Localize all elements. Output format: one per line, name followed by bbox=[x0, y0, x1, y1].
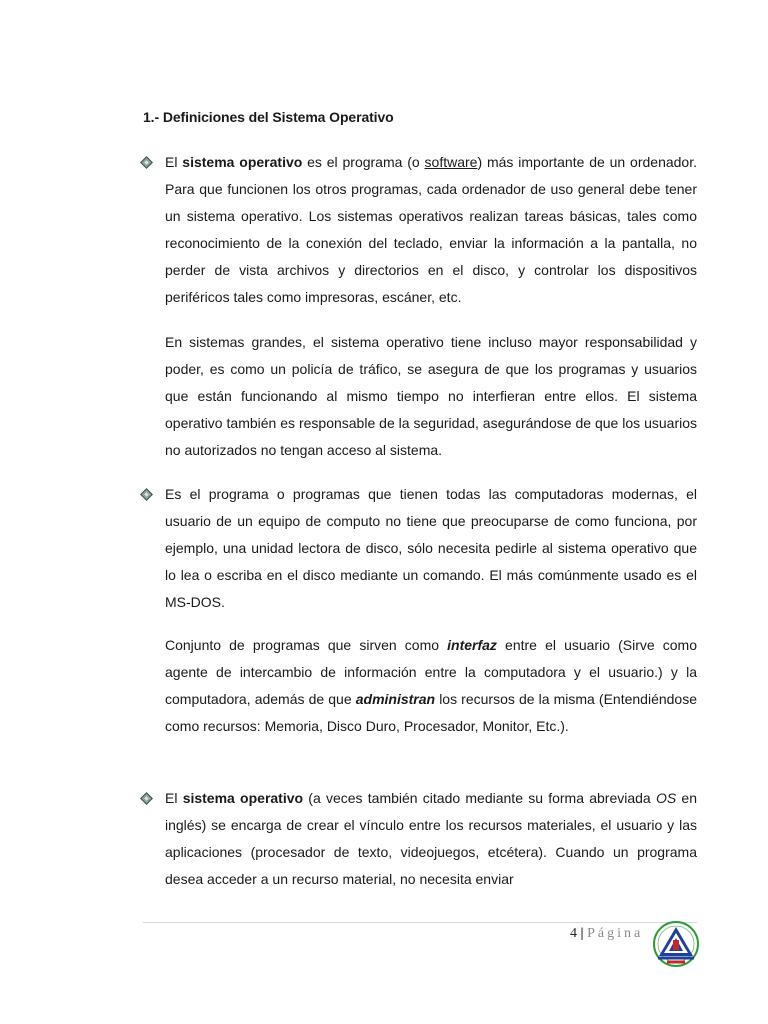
page-separator: | bbox=[580, 926, 584, 941]
paragraph-definition-1: El sistema operativo es el programa (o software) más importante de un ordenador. Para que funcionen los otros programas, cada ordenador de uso general debe tener un sistema operativo. Los sistemas operativos realizan tareas básicas, tales como reconocimiento de la conexión del teclado, enviar la información a la pantalla, no perder de vista archivos y directorios en el disco, y controlar los dispositivos periféricos tales como impresoras, escáner, etc. bbox=[165, 154, 698, 305]
section-heading: 1.- Definiciones del Sistema Operativo bbox=[143, 109, 394, 125]
diamond-bullet-icon bbox=[140, 488, 153, 501]
software-term: software bbox=[424, 154, 478, 170]
paragraph-definition-5: El sistema operativo (a veces también citado mediante su forma abreviada OS en inglés) se encarga de crear el vínculo entre los recursos materiales, el usuario y las aplicaciones (procesador de texto, videojuegos, etcétera). Cuando un programa desea acceder a un recurso material, no necesita enviar bbox=[165, 790, 697, 887]
page-footer bbox=[570, 926, 643, 942]
diamond-bullet-icon bbox=[140, 156, 153, 169]
page-number: 4 bbox=[570, 926, 577, 941]
paragraph-definition-3: Es el programa o programas que tienen todas las computadoras modernas, el usuario de un equipo de computo no tiene que preocuparse de como funciona, por ejemplo, una unidad lectora de disco, sólo necesita pedirle al sistema operativo que lo lea o escriba en el disco mediante un comando. El más comúnmente usado es el MS-DOS. bbox=[165, 486, 697, 610]
diamond-bullet-icon bbox=[140, 792, 153, 805]
administracion-logo-icon bbox=[652, 920, 700, 968]
paragraph-definition-4: Conjunto de programas que sirven como interfaz entre el usuario (Sirve como agente de intercambio de información entre la computadora y el usuario.) y la computadora, además de que administran los recursos de la misma (Entendiéndose como recursos: Memoria, Disco Duro, Procesador, Monitor, Etc.). bbox=[165, 637, 698, 734]
paragraph-definition-2: En sistemas grandes, el sistema operativo tiene incluso mayor responsabilidad y poder, es como un policía de tráfico, se asegura de que los programas y usuarios que están funcionando al mismo tiempo no interfieran entre ellos. El sistema operativo también es responsable de la seguridad, asegurándose de que los usuarios no autorizados no tengan acceso al sistema. bbox=[165, 334, 697, 458]
page-label: Página bbox=[587, 926, 644, 941]
footer-divider bbox=[143, 922, 697, 923]
